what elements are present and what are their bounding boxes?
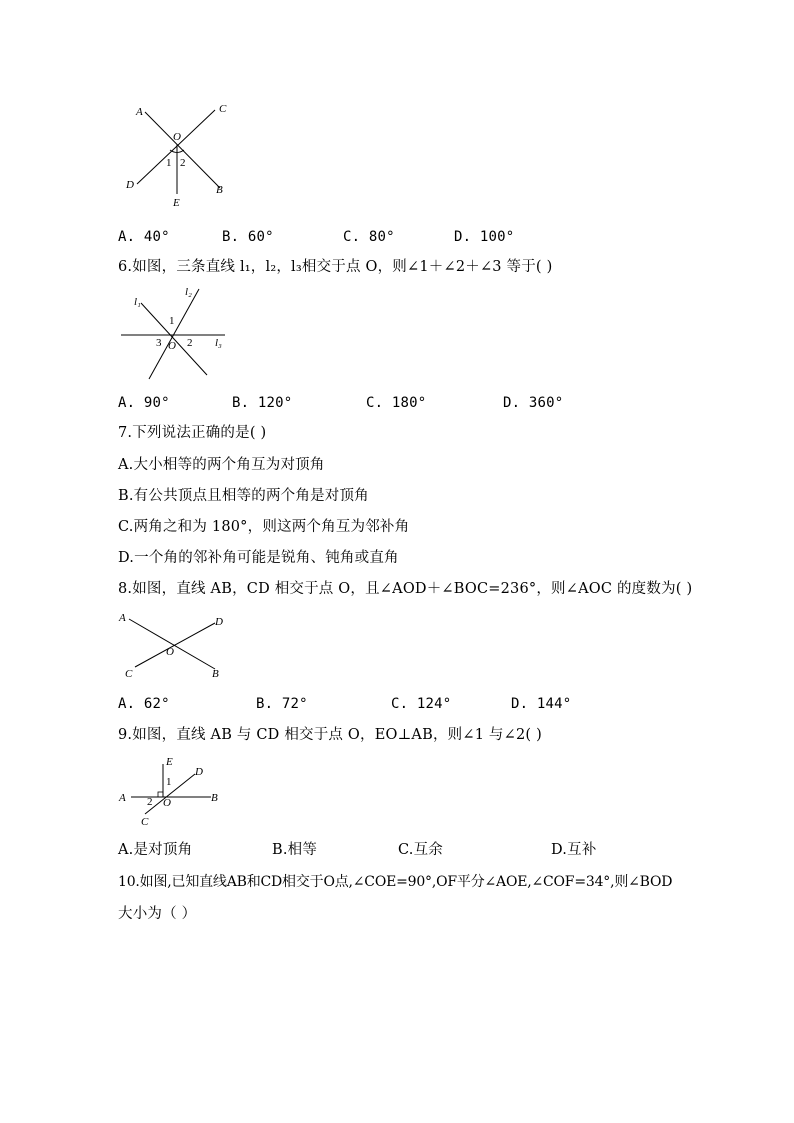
q5-label-e: E [173, 197, 180, 209]
q8-option-c[interactable]: C. 124° [391, 696, 452, 712]
q8-option-d[interactable]: D. 144° [511, 696, 572, 712]
q6-option-b[interactable]: B. 120° [232, 395, 293, 411]
q6-line-l1 [141, 303, 207, 375]
q6-figure [115, 283, 235, 383]
q5-label-1: 1 [166, 157, 172, 169]
q10-question-line1: 10.如图,已知直线AB和CD相交于O点,∠COE=90°,OF平分∠AOE,∠COF=34°,则∠BOD [118, 874, 673, 890]
q6-label-1: 1 [169, 315, 175, 327]
q7-option-d[interactable]: D.一个角的邻补角可能是锐角、钝角或直角 [118, 550, 399, 566]
q5-label-a: A [136, 106, 143, 118]
q5-label-b: B [216, 184, 223, 196]
q8-label-o: O [166, 646, 174, 658]
q5-line-ab [145, 112, 220, 188]
q9-label-a: A [119, 792, 126, 804]
q8-question: 8.如图，直线 AB，CD 相交于点 O，且∠AOD＋∠BOC=236°，则∠AOC 的度数为( ) [118, 581, 693, 597]
q8-option-b[interactable]: B. 72° [256, 696, 308, 712]
q6-option-d[interactable]: D. 360° [503, 395, 564, 411]
q6-label-l3: l₃ [215, 337, 222, 349]
q8-label-a: A [119, 612, 126, 624]
q8-line-ab [129, 619, 215, 669]
q9-label-b: B [211, 792, 218, 804]
q9-label-e: E [166, 756, 173, 768]
q7-option-c[interactable]: C.两角之和为 180°，则这两个角互为邻补角 [118, 519, 410, 535]
q6-question: 6.如图，三条直线 l₁，l₂，l₃相交于点 O，则∠1＋∠2＋∠3 等于( ) [118, 259, 553, 275]
q9-label-1: 1 [166, 776, 172, 788]
q9-option-d[interactable]: D.互补 [551, 842, 597, 858]
q5-option-a[interactable]: A. 40° [118, 229, 170, 245]
q6-line-l2 [149, 289, 199, 379]
q9-question: 9.如图，直线 AB 与 CD 相交于点 O，EO⊥AB，则∠1 与∠2( ) [118, 727, 542, 743]
q5-option-d[interactable]: D. 100° [454, 229, 515, 245]
q9-label-o: O [163, 797, 171, 809]
q5-option-b[interactable]: B. 60° [222, 229, 274, 245]
q6-label-l2: l₂ [185, 286, 192, 298]
q8-label-d: D [215, 616, 223, 628]
q6-label-o: O [168, 340, 176, 352]
q6-label-l1: l₁ [134, 296, 141, 308]
q5-label-2: 2 [180, 157, 186, 169]
q5-label-d: D [126, 179, 134, 191]
q7-option-a[interactable]: A.大小相等的两个角互为对顶角 [118, 457, 325, 473]
q6-label-2: 2 [187, 337, 193, 349]
q5-label-o: O [173, 131, 181, 143]
q8-label-b: B [212, 668, 219, 680]
q5-option-c[interactable]: C. 80° [343, 229, 395, 245]
q6-label-3: 3 [156, 337, 162, 349]
q8-figure [115, 607, 240, 682]
q9-label-2: 2 [147, 796, 153, 808]
q7-option-b[interactable]: B.有公共顶点且相等的两个角是对顶角 [118, 488, 369, 504]
q9-option-a[interactable]: A.是对顶角 [118, 842, 193, 858]
q5-line-cd [137, 110, 215, 184]
q6-option-c[interactable]: C. 180° [366, 395, 427, 411]
q8-label-c: C [125, 668, 133, 680]
q7-question: 7.下列说法正确的是( ) [118, 425, 267, 441]
q9-figure [115, 752, 225, 830]
q5-label-c: C [219, 103, 227, 115]
q9-label-c: C [141, 816, 149, 828]
q5-figure [115, 98, 240, 210]
q9-option-c[interactable]: C.互余 [398, 842, 443, 858]
q9-option-b[interactable]: B.相等 [272, 842, 318, 858]
q10-question-line2: 大小为（ ） [118, 906, 197, 922]
q6-option-a[interactable]: A. 90° [118, 395, 170, 411]
q9-label-d: D [195, 766, 203, 778]
q8-option-a[interactable]: A. 62° [118, 696, 170, 712]
